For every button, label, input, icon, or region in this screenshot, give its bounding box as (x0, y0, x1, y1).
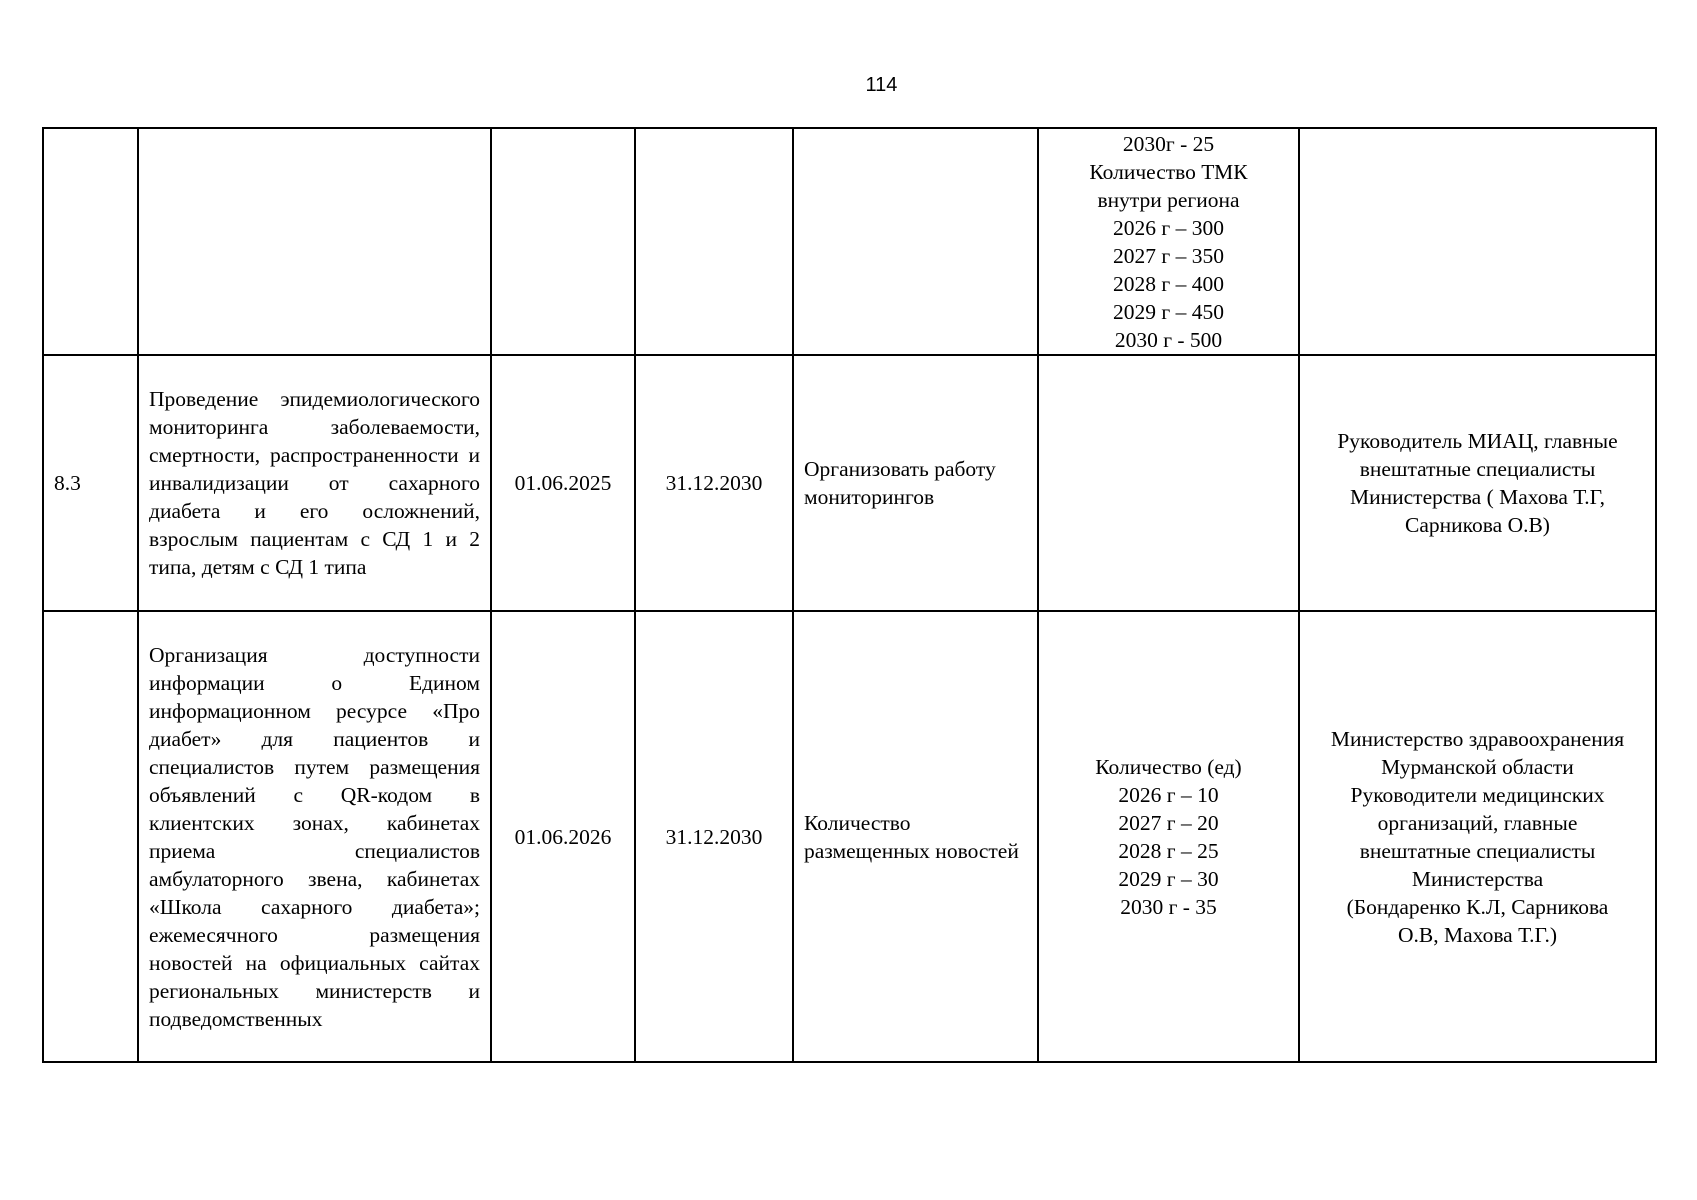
indicator-line: Количество (ед) (1095, 754, 1242, 779)
measures-table (42, 127, 1657, 1063)
cell-indicator (1038, 355, 1299, 611)
responsible-line: внештатные специалисты (1359, 838, 1596, 863)
indicator-line: 2029 г – 450 (1113, 299, 1224, 324)
responsible-line: (Бондаренко К.Л, Сарникова (1346, 894, 1609, 919)
responsible-line: Министерства (1411, 866, 1544, 891)
cell-start-date: 01.06.2025 (491, 355, 635, 611)
cell-result: Количество размещенных новостей (793, 611, 1038, 1062)
responsible-line: Министерства ( Махова Т.Г, (1350, 485, 1605, 509)
indicator-line: 2026 г – 300 (1113, 215, 1224, 240)
responsible-line: Руководитель МИАЦ, главные (1337, 429, 1618, 453)
responsible-line: Руководители медицинских (1350, 782, 1605, 807)
cell-number (43, 611, 138, 1062)
cell-end-date: 31.12.2030 (635, 355, 793, 611)
responsible-line: Министерство здравоохранения (1330, 726, 1625, 751)
responsible-line: организаций, главные (1377, 810, 1578, 835)
cell-end-date: 31.12.2030 (635, 611, 793, 1062)
cell-indicator (1038, 128, 1299, 355)
cell-indicator (1038, 611, 1299, 1062)
indicator-line: 2027 г – 20 (1118, 810, 1219, 835)
indicator-line: 2030 г - 500 (1114, 327, 1223, 352)
page-number: 114 (865, 74, 898, 96)
indicator-line: Количество ТМК (1089, 159, 1248, 184)
cell-number: 8.3 (43, 355, 138, 611)
table-row (43, 611, 1656, 1062)
cell-responsible (1299, 611, 1656, 1062)
cell-number (43, 128, 138, 355)
cell-start-date (491, 128, 635, 355)
cell-event (138, 128, 491, 355)
cell-event: Проведение эпидемиологического мониторинга заболеваемости, смертности, распространенности и инвалидизации от сахарного диабета и его осложнений, взрослым пациентам с СД 1 и 2 типа, детям с СД 1 типа (138, 355, 491, 611)
indicator-line: 2030 г - 35 (1120, 894, 1217, 919)
indicator-line: 2026 г – 10 (1118, 782, 1219, 807)
cell-result (793, 128, 1038, 355)
indicator-line: внутри региона (1097, 187, 1240, 212)
table-row (43, 355, 1656, 611)
cell-start-date: 01.06.2026 (491, 611, 635, 1062)
indicator-line: 2030г - 25 (1122, 131, 1215, 156)
responsible-line: О.В, Махова Т.Г.) (1397, 922, 1557, 947)
indicator-line: 2028 г – 400 (1113, 271, 1224, 296)
responsible-line: Сарникова О.В) (1405, 513, 1550, 537)
cell-responsible (1299, 128, 1656, 355)
indicator-line: 2029 г – 30 (1118, 866, 1219, 891)
indicator-line: 2027 г – 350 (1113, 243, 1224, 268)
responsible-line: внештатные специалисты (1359, 457, 1596, 481)
cell-result: Организовать работу мониторингов (793, 355, 1038, 611)
cell-responsible (1299, 355, 1656, 611)
cell-end-date (635, 128, 793, 355)
cell-event: Организация доступности информации о Едином информационном ресурсе «Про диабет» для пациентов и специалистов путем размещения объявлений с QR-кодом в клиентских зонах, кабинетах приема специалистов амбулаторного звена, кабинетах «Школа сахарного диабета»; ежемесячного размещения новостей на официальных сайтах региональных министерств и подведомственных (138, 611, 491, 1062)
responsible-line: Мурманской области (1381, 754, 1574, 779)
indicator-line: 2028 г – 25 (1118, 838, 1219, 863)
table-row (43, 128, 1656, 355)
